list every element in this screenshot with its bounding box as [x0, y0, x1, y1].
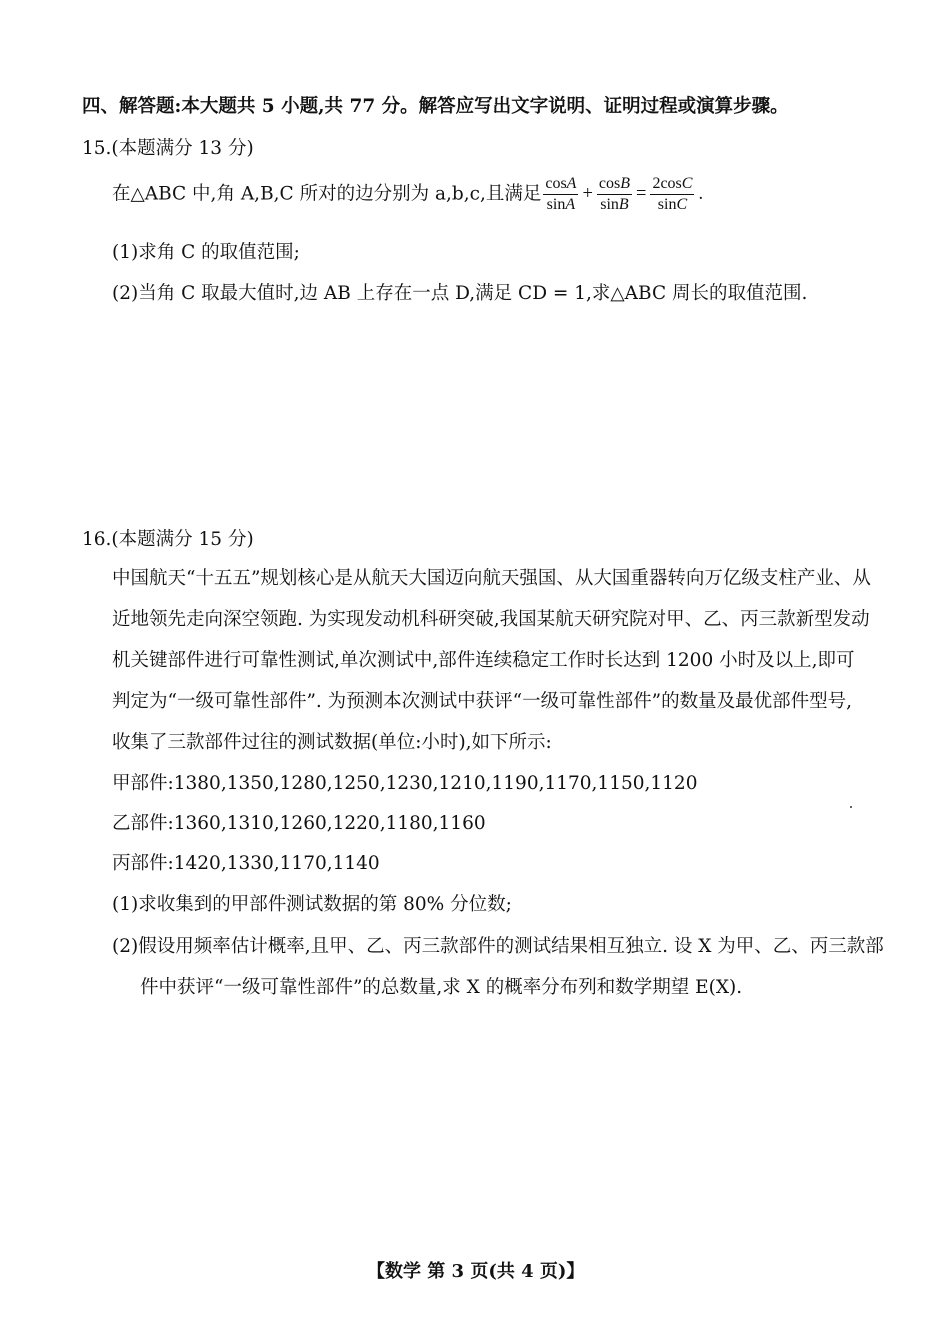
q16-part1: (1)求收集到的甲部件测试数据的第 80% 分位数;	[112, 894, 512, 915]
q15-stem-text: 在△ABC 中,角 A,B,C 所对的边分别为 a,b,c,且满足	[112, 183, 542, 205]
q15-number: 15.	[82, 138, 112, 159]
q16-part2-line-1: (2)假设用频率估计概率,且甲、乙、丙三款部件的测试结果相互独立. 设 X 为甲、乙、丙三款部	[112, 936, 884, 957]
q15-fraction-2	[597, 176, 632, 213]
scan-speck	[850, 806, 852, 808]
q15-period: .	[698, 184, 704, 205]
q15-equals: =	[636, 184, 647, 205]
q15-frac3-num: 2cosC	[650, 176, 694, 195]
q16-header	[82, 531, 254, 550]
q15-stem	[112, 176, 705, 213]
q15-header	[82, 140, 254, 159]
q15-frac2-num: cosB	[597, 176, 632, 195]
q15-fraction-3	[650, 176, 694, 213]
q16-data-bing: 丙部件:1420,1330,1170,1140	[112, 853, 380, 874]
q15-part1: (1)求角 C 的取值范围;	[112, 242, 300, 263]
section-heading: 四、解答题:本大题共 5 小题,共 77 分。解答应写出文字说明、证明过程或演算步骤。	[82, 96, 789, 117]
q16-para-line-4: 判定为“一级可靠性部件”. 为预测本次测试中获评“一级可靠性部件”的数量及最优部件型号,	[112, 691, 852, 712]
q16-para-line-3: 机关键部件进行可靠性测试,单次测试中,部件连续稳定工作时长达到 1200 小时及以上,即可	[112, 650, 855, 671]
q15-frac1-num: cosA	[543, 176, 578, 195]
q16-para-line-1: 中国航天“十五五”规划核心是从航天大国迈向航天强国、从大国重器转向万亿级支柱产业、从	[112, 568, 871, 589]
q15-frac3-den: sinC	[657, 196, 688, 213]
q16-data-yi: 乙部件:1360,1310,1260,1220,1180,1160	[112, 813, 486, 834]
q16-part2-line-2: 件中获评“一级可靠性部件”的总数量,求 X 的概率分布列和数学期望 E(X).	[140, 977, 743, 998]
q15-fraction-1	[543, 176, 578, 213]
q15-frac1-den: sinA	[546, 196, 576, 213]
q15-part2: (2)当角 C 取最大值时,边 AB 上存在一点 D,满足 CD = 1,求△ABC 周长的取值范围.	[112, 283, 808, 304]
q15-points: (本题满分 13 分)	[111, 138, 254, 159]
q16-number: 16.	[82, 529, 112, 550]
page-footer: 【数学 第 3 页(共 4 页)】	[367, 1261, 585, 1282]
q15-frac2-den: sinB	[600, 196, 629, 213]
q16-para-line-5: 收集了三款部件过往的测试数据(单位:小时),如下所示:	[112, 732, 552, 753]
q16-data-jia: 甲部件:1380,1350,1280,1250,1230,1210,1190,1170,1150,1120	[112, 773, 698, 794]
q15-plus: +	[582, 184, 593, 205]
q16-points: (本题满分 15 分)	[111, 529, 254, 550]
q16-para-line-2: 近地领先走向深空领跑. 为实现发动机科研突破,我国某航天研究院对甲、乙、丙三款新型发动	[112, 609, 870, 630]
